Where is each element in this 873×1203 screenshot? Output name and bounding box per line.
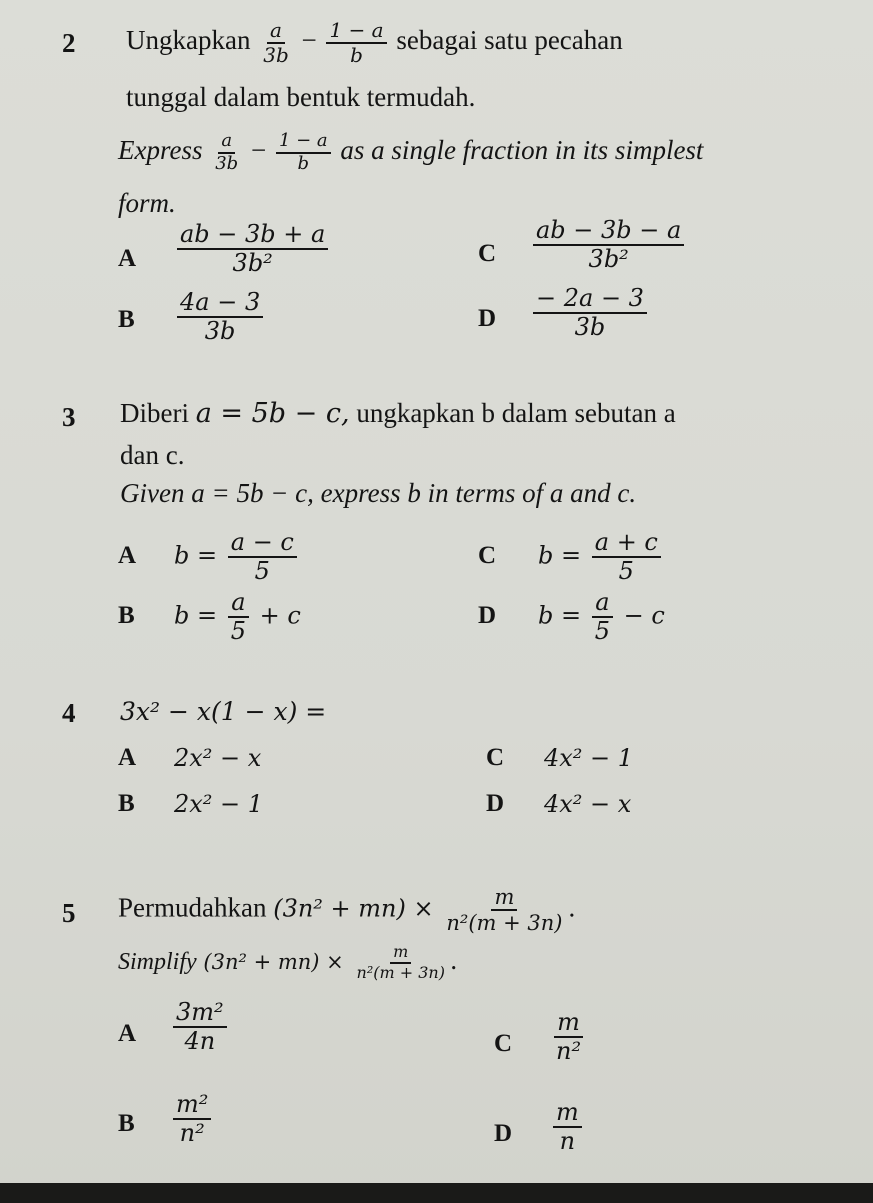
tail: + c [259, 601, 301, 630]
fraction [326, 20, 386, 66]
option-letter-d: D [486, 790, 505, 817]
denominator: 4n [184, 1027, 216, 1056]
operator: − [250, 135, 267, 166]
option-c-answer [550, 1010, 587, 1064]
option-a-answer: 2x² − x [174, 744, 262, 772]
denominator: 5 [594, 617, 611, 646]
question-2-english-line2: form. [118, 188, 176, 218]
option-b-answer [170, 1092, 214, 1146]
option-letter-b: B [118, 1110, 135, 1137]
lhs: b = [174, 601, 218, 630]
numerator: ab − 3b + a [177, 222, 328, 250]
numerator: a [218, 132, 235, 154]
denominator: 3b [215, 152, 239, 174]
denominator: 3b [263, 43, 289, 67]
question-text: Simplify [118, 949, 197, 975]
question-2-malay-line1 [126, 20, 623, 66]
numerator: m² [173, 1092, 211, 1120]
option-a-answer [174, 530, 300, 584]
question-number: 2 [62, 28, 76, 58]
option-letter-d: D [478, 305, 497, 332]
denominator: n² [556, 1037, 582, 1066]
option-b-answer [174, 590, 301, 644]
denominator: 5 [254, 557, 270, 586]
option-a-answer [170, 1000, 230, 1054]
option-d-answer [530, 286, 650, 340]
expression: (3n² + mn) × [273, 894, 434, 923]
option-b-answer: 2x² − 1 [174, 790, 264, 818]
denominator: n²(m + 3n) [446, 911, 563, 936]
question-text: Permudahkan [118, 892, 267, 923]
question-5-english-line [118, 944, 458, 982]
question-text: Express [118, 135, 203, 166]
option-d-answer: 4x² − x [544, 790, 632, 818]
expression: (3n² + mn) × [203, 950, 344, 974]
option-letter-b: B [118, 790, 135, 817]
option-letter-c: C [494, 1030, 513, 1057]
denominator: n [559, 1127, 576, 1156]
option-letter-b: B [118, 602, 135, 629]
question-number: 5 [62, 898, 76, 928]
denominator: 3b [204, 317, 236, 346]
period: . [568, 892, 576, 923]
question-text: Ungkapkan [126, 25, 251, 56]
tail: − c [623, 601, 665, 630]
option-letter-a: A [118, 542, 137, 569]
option-c-answer: 4x² − 1 [544, 744, 634, 772]
numerator: a − c [228, 530, 297, 558]
option-d-answer [538, 590, 665, 644]
option-letter-c: C [478, 542, 497, 569]
lhs: b = [538, 601, 582, 630]
lhs: b = [174, 541, 218, 570]
denominator: b [297, 152, 310, 174]
option-letter-d: D [478, 602, 497, 629]
option-letter-d: D [494, 1120, 513, 1147]
denominator: n²(m + 3n) [356, 962, 445, 982]
numerator: a [267, 20, 285, 44]
question-5-malay-line [118, 886, 575, 934]
question-3-english-line: Given a = 5b − c, express b in terms of a and c. [120, 478, 637, 508]
option-letter-a: A [118, 245, 137, 272]
question-text: Diberi [120, 398, 189, 428]
question-4-expression: 3x² − x(1 − x) = [120, 697, 327, 726]
period: . [450, 945, 458, 975]
option-letter-a: A [118, 744, 137, 771]
question-2-malay-line2: tunggal dalam bentuk termudah. [126, 82, 476, 112]
fraction [212, 132, 241, 174]
option-letter-a: A [118, 1020, 137, 1047]
option-letter-c: C [486, 744, 505, 771]
denominator: 5 [618, 557, 634, 586]
numerator: 4a − 3 [177, 290, 263, 318]
fraction [260, 20, 292, 66]
equation: a = 5b − c, [195, 398, 350, 429]
numerator: m [553, 1100, 582, 1128]
denominator: b [350, 43, 363, 67]
question-3-malay-line2: dan c. [120, 440, 185, 470]
option-c-answer [538, 530, 664, 584]
numerator: a [592, 590, 612, 618]
numerator: 3m² [173, 1000, 227, 1028]
numerator: m [554, 1010, 583, 1038]
denominator: 3b² [588, 245, 629, 274]
option-letter-b: B [118, 306, 135, 333]
question-text: ungkapkan b dalam sebutan a [356, 398, 676, 428]
fraction [443, 886, 565, 934]
numerator: 1 − a [276, 132, 331, 154]
question-text: as a single fraction in its simplest [340, 135, 704, 166]
numerator: m [491, 886, 517, 911]
numerator: a + c [592, 530, 661, 558]
operator: − [301, 25, 317, 56]
numerator: 1 − a [326, 20, 386, 44]
page-bottom-edge [0, 1183, 873, 1203]
lhs: b = [538, 541, 582, 570]
question-2-english-line1 [118, 132, 703, 174]
numerator: m [390, 944, 411, 964]
question-number: 3 [62, 402, 76, 432]
question-number: 4 [62, 698, 76, 728]
numerator: ab − 3b − a [533, 218, 684, 246]
numerator: − 2a − 3 [533, 286, 647, 314]
question-text: sebagai satu pecahan [396, 25, 623, 56]
denominator: 3b² [232, 249, 273, 278]
fraction [276, 132, 331, 174]
option-letter-c: C [478, 240, 497, 267]
denominator: n² [179, 1119, 205, 1148]
denominator: 5 [230, 617, 247, 646]
option-a-answer [174, 222, 331, 276]
fraction [354, 944, 448, 982]
question-3-malay-line1 [120, 398, 676, 429]
numerator: a [228, 590, 248, 618]
option-b-answer [174, 290, 266, 344]
denominator: 3b [574, 313, 606, 342]
option-d-answer [550, 1100, 585, 1154]
option-c-answer [530, 218, 687, 272]
